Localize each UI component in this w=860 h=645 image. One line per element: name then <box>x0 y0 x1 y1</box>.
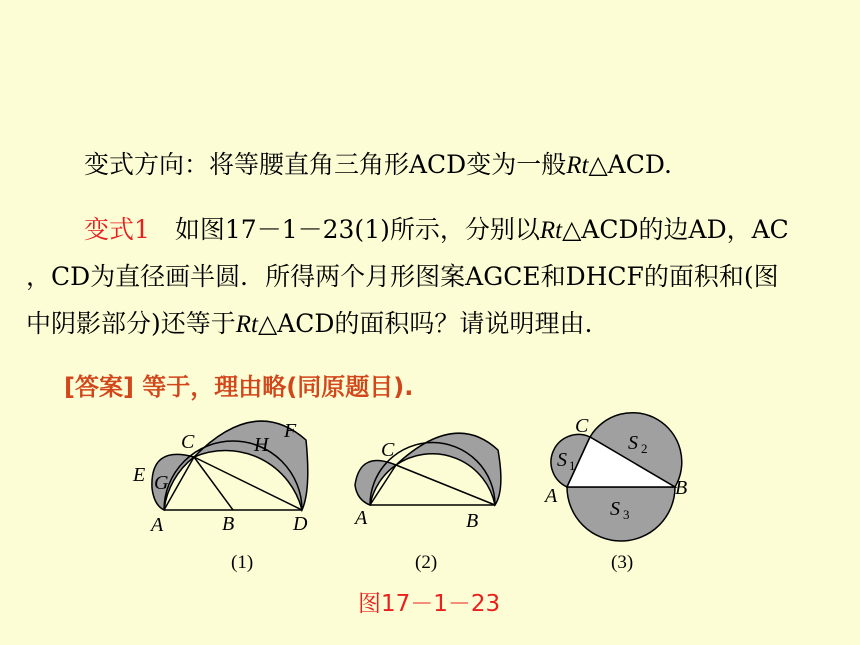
fig1-label-b: B <box>222 513 235 535</box>
fig1-label-e: E <box>133 464 146 486</box>
line2-pre: 如图17－1－23(1)所示，分别以 <box>149 215 540 244</box>
fig3-label-b: B <box>675 477 688 499</box>
fig3-label-s2-sub: 2 <box>641 441 648 456</box>
fig1-label-h: H <box>254 434 269 456</box>
fig3-label-s3: S <box>610 498 620 520</box>
line2-post: △ACD的边AD，AC <box>562 215 789 244</box>
fig2-label-c: C <box>381 439 395 461</box>
figure-caption: 图17－1－23 <box>358 591 501 617</box>
line1-rt: Rt <box>566 152 589 179</box>
fig3-label-c: C <box>575 415 589 437</box>
fig1-label-d: D <box>293 513 308 535</box>
fig1-label-a: A <box>151 514 164 536</box>
fig3-semicircle-ab-shade <box>567 487 675 541</box>
fig2-label-b: B <box>466 510 479 532</box>
answer-line: [答案] 等于，理由略(同原题目). <box>64 373 414 401</box>
fig1-label-g: G <box>154 472 169 494</box>
fig3-label-s2: S <box>628 432 638 454</box>
fig3-caption: (3) <box>611 552 634 573</box>
fig3-label-s1-sub: 1 <box>569 458 576 473</box>
fig2-lune-left-shade <box>355 461 396 506</box>
variation-1-label: 变式1 <box>84 215 150 244</box>
figure-2 <box>353 433 501 573</box>
fig2-caption: (2) <box>415 552 438 573</box>
fig3-label-s3-sub: 3 <box>623 507 630 522</box>
figure-1 <box>132 420 308 573</box>
fig1-label-f: F <box>284 420 297 442</box>
line4-post: △ACD的面积吗？请说明理由. <box>257 309 593 338</box>
fig3-label-a: A <box>545 485 558 507</box>
line1-pre: 变式方向：将等腰直角三角形ACD变为一般 <box>84 150 567 179</box>
figure-3 <box>543 413 687 573</box>
line1-post: △ACD. <box>588 150 672 179</box>
fig1-caption: (1) <box>231 552 254 573</box>
line2-rt: Rt <box>539 217 563 244</box>
fig1-side-cb <box>194 457 233 510</box>
line4-pre: 中阴影部分)还等于 <box>26 309 236 338</box>
fig3-label-s1: S <box>557 449 567 471</box>
line4-rt: Rt <box>235 311 258 338</box>
fig2-label-a: A <box>355 507 368 529</box>
problem-line-3: ，CD为直径画半圆．所得两个月形图案AGCE和DHCF的面积和(图 <box>26 262 779 291</box>
fig1-label-c: C <box>181 431 195 453</box>
